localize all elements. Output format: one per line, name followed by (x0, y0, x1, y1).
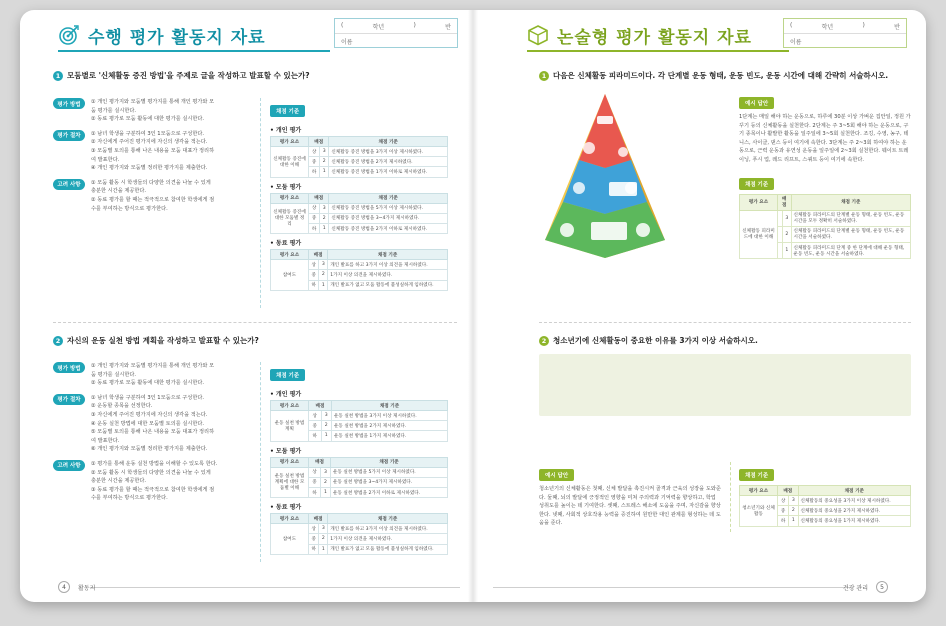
header-cell: 평가 요소 (271, 250, 309, 260)
score-cell: 2 (319, 534, 328, 544)
table-header-row (271, 401, 448, 411)
info-line: ⑥ 개인 평가지와 모둠별 정리한 평가지를 제출한다. (91, 446, 208, 453)
scoring-badge: 채점 기준 (270, 105, 305, 117)
score-cell: 2 (320, 157, 329, 167)
criterion-cell: 개인 발표를 하고 3가지 이상 의견을 제시하였다. (328, 260, 448, 270)
right-page (473, 10, 926, 602)
table-row (271, 260, 448, 270)
score-cell: 1 (320, 167, 329, 177)
info-badge: 평가 절차 (53, 394, 85, 405)
info-line: ② 운동할 종목을 선정한다. (91, 403, 153, 410)
question-1 (53, 70, 453, 81)
evaluation-area: 참여도 (271, 524, 309, 555)
criterion-cell: 운동 실천 방법을 3~4가지 제시하였다. (331, 477, 448, 487)
info-line: ① 개인 평가지와 모둠별 평가지를 통해 개인 평가와 모 (91, 99, 215, 105)
header-cell: 채점 기준 (328, 514, 448, 524)
info-row (53, 362, 249, 388)
info-line: ① 남녀 학생을 구분하여 3인 1모둠으로 구성한다. (91, 130, 204, 137)
activity-pyramid-illustration (539, 90, 671, 260)
info-line: 수를 부여하는 방식으로 평가한다. (91, 205, 168, 212)
score-cell: 1 (320, 223, 329, 233)
info-line: 수를 부여하는 방식으로 평가한다. (91, 495, 168, 502)
evaluation-section-title: • 모둠 평가 (270, 183, 302, 191)
q1-evaluation (270, 98, 448, 291)
score-cell: 3 (319, 260, 328, 270)
info-line: ① 평가를 통해 운동 실천 방법을 이해할 수 있도록 한다. (91, 460, 218, 467)
page-number: 5 (876, 581, 888, 593)
header-cell: 배점 (309, 401, 332, 411)
info-line: ⑤ 모둠별 토의를 통해 나온 내용을 모둠 대표가 정리하 (91, 429, 215, 436)
score-cell: 2 (320, 213, 329, 223)
evaluation-area: 청소년기와 신체활동 (740, 496, 778, 527)
score-cell: 2 (321, 421, 331, 431)
q2-evaluation (270, 362, 448, 555)
target-icon (58, 24, 80, 46)
criterion-cell: 운동 실천 방법을 5가지 이상 제시하였다. (331, 467, 448, 477)
table-row (271, 147, 448, 157)
header-cell: 채점 기준 (329, 193, 448, 203)
criterion-cell: 신체활동 증진 방법을 2가지 제시하였다. (329, 157, 448, 167)
info-line: ② 동료 평가를 할 때는 적극적으로 참여한 학생에게 점 (91, 196, 215, 203)
walker-figure (636, 223, 650, 237)
evaluation-section-title: • 개인 평가 (270, 127, 302, 134)
info-line: 충분한 시간을 제공한다. (91, 188, 147, 195)
table-header-row (271, 137, 448, 147)
section-divider (539, 322, 911, 323)
evaluation-section-title: • 개인 평가 (270, 391, 302, 398)
level-cell: 중 (778, 506, 789, 516)
header-cell: 평가 요소 (271, 137, 309, 147)
level-cell: 하 (309, 280, 319, 290)
header-cell: 평가 요소 (271, 401, 309, 411)
table-header-row (271, 250, 448, 260)
grade-label: 학년 (372, 24, 385, 31)
criterion-cell: 신체활동 증진 방법을 3가지 이상 제시하였다. (329, 147, 448, 157)
criterion-cell: 신체활동 증진 방법을 3~4가지 제시하였다. (329, 213, 448, 223)
header-cell: 평가 요소 (271, 193, 309, 203)
criterion-cell: 신체활동 피라미드의 단계별 운동 형태, 운동 빈도, 운동 시간을 모두 정확히 서술하였다. (791, 210, 910, 226)
criterion-cell: 신체활동 증진 방법을 5가지 이상 제시하였다. (329, 203, 448, 213)
score-cell: 2 (320, 477, 330, 487)
evaluation-area: 신체활동 피라미드에 대한 이해 (740, 210, 778, 259)
criterion-cell: 운동 실천 방법을 1가지 제시하였다. (331, 431, 447, 441)
header-cell: 채점 기준 (331, 401, 447, 411)
level-cell: 하 (309, 167, 320, 177)
level-cell: 하 (778, 516, 789, 526)
example-answer-badge: 예시 답안 (739, 97, 774, 109)
level-cell: 하 (309, 487, 321, 497)
right-footer (843, 581, 888, 593)
page-title: 수행 평가 활동지 자료 (88, 27, 266, 48)
criterion-cell: 신체활동 피라미드의 단계별 운동 형태, 운동 빈도, 운동 시간을 서술하였다. (791, 226, 910, 242)
q1-scoring-table (739, 194, 911, 260)
info-list (91, 179, 214, 213)
info-line: ③ 동료 평가를 할 때는 적극적으로 참여한 학생에게 점 (91, 486, 215, 493)
info-badge: 평가 방법 (53, 362, 85, 373)
table-row (271, 411, 448, 421)
header-cell: 배점 (309, 514, 328, 524)
criterion-cell: 운동 실천 방법을 2가지 제시하였다. (331, 421, 447, 431)
criterion-cell: 신체활동 증진 방법을 1가지 이하로 제시하였다. (329, 167, 448, 177)
level-cell: 중 (309, 421, 322, 431)
info-badge: 평가 방법 (53, 98, 85, 109)
table-header-row (740, 194, 911, 210)
info-row (53, 394, 249, 454)
score-cell: 1 (319, 280, 328, 290)
criterion-cell: 운동 실천 방법을 3가지 이상 제시하였다. (331, 411, 447, 421)
athlete-figure (618, 147, 628, 157)
header-cell: 채점 기준 (328, 250, 448, 260)
table-row (740, 210, 911, 226)
info-line: ② 동료 평가로 모둠 활동에 대한 평가를 실시한다. (91, 116, 205, 123)
level-cell: 중 (309, 477, 321, 487)
scoring-badge: 채점 기준 (270, 369, 305, 381)
page-title: 논술형 평가 활동지 자료 (557, 27, 752, 48)
name-label: 이름 (341, 39, 353, 46)
name-label: 이름 (790, 39, 802, 46)
score-cell: 3 (319, 524, 328, 534)
info-badge: 고려 사항 (53, 179, 85, 190)
info-row (53, 179, 249, 213)
title-underline (527, 50, 789, 52)
info-row (53, 130, 249, 173)
score-cell: 3 (320, 203, 329, 213)
scoring-table (270, 249, 448, 291)
info-line: ② 모둠 활동 시 학생들의 다양한 의견을 나눌 수 있게 (91, 469, 211, 476)
student-info-box[interactable]: ( 학년 ) 반 이름 (783, 18, 907, 48)
info-row (53, 460, 249, 503)
column-divider (260, 362, 261, 562)
header-cell: 배점 (309, 193, 329, 203)
footer-label: 활동지 (78, 584, 96, 592)
question-number: 1 (539, 71, 549, 81)
header-cell: 채점 기준 (798, 486, 910, 496)
level-cell: 상 (778, 496, 789, 506)
q2-example-answer (539, 462, 721, 528)
level-cell: 상 (309, 411, 322, 421)
info-row (53, 98, 249, 124)
q2-evaluation (739, 462, 911, 527)
book-spread (20, 10, 926, 602)
score-cell: 3 (321, 411, 331, 421)
info-line: 둠 평가를 실시한다. (91, 107, 137, 114)
level-label-3 (591, 222, 627, 240)
level-cell: 중 (309, 270, 319, 280)
scoring-table (270, 193, 448, 235)
question-text: 자신의 운동 실천 방법 계획을 작성하고 발표할 수 있는가? (67, 336, 259, 345)
answer-writing-area[interactable] (539, 354, 911, 416)
grade-label: 학년 (821, 24, 834, 31)
level-cell: 중 (309, 157, 320, 167)
example-answer-text: 청소년기의 신체활동은 첫째, 신체 발달을 촉진시켜 골격과 근육의 성장을 도와준다. 둘째, 뇌의 발달에 긍정적인 영향을 미쳐 주의력과 기억력을 향상하고, 학업 성취도를 높이는 데 기여한다. 셋째, 스트레스 해소에 도움을 주며, 자신감을 향상한다. 넷째, 사회적 상호작용 능력을 증진하여 원만한 대인 관계를 형성하는 데 도움을 준다. (539, 486, 721, 527)
info-list (91, 130, 214, 173)
score-cell: 3 (320, 467, 330, 477)
info-list (91, 460, 217, 503)
info-line: ② 자신에게 주어진 평가지에 자신의 생각을 적는다. (91, 139, 208, 146)
box-icon (527, 24, 549, 46)
question-1 (539, 70, 919, 81)
header-cell: 배점 (778, 486, 799, 496)
footer-rule (493, 587, 853, 588)
book-gutter (468, 10, 478, 602)
table-row (271, 467, 448, 477)
footer-label: 건강 관리 (842, 584, 868, 592)
level-cell: 상 (309, 260, 319, 270)
scoring-table (270, 513, 448, 555)
header-cell: 채점 기준 (791, 194, 910, 210)
table-header-row (271, 193, 448, 203)
runner-figure (583, 142, 595, 154)
evaluation-section-title: • 동료 평가 (270, 504, 302, 512)
level-cell: 하 (309, 223, 320, 233)
level-label-1 (597, 116, 613, 124)
example-answer-text: 1단계는 매일 해야 하는 운동으로, 하루에 30분 이상 가벼운 집안일, 정원 가꾸기 등의 신체활동을 실천한다. 2단계는 주 3~5회 해야 하는 운동으로, 구기 종목이나 활발한 활동을 일주일에 3~5회 실천한다. 조깅, 수영, 농구, 테니스, 사이클, 댄스 등이 여기에 속한다. 3단계는 주 2~3회 하여야 하는 운동으로, 근력 운동과 유연성 운동을 일주일에 2~3회 실천한다. 웨이트 트레이닝, 푸시 업, 레드 리프트, 스쿼트 등이 여기에 속한다. (739, 114, 911, 163)
info-line: ① 개인 평가지와 모둠별 평가지를 통해 개인 평가와 모 (91, 363, 215, 369)
info-list (91, 394, 214, 454)
class-label: 반 (894, 24, 900, 31)
level-label-2 (609, 182, 637, 196)
question-text: 모둠별로 '신체활동 증진 방법'을 주제로 글을 작성하고 발표할 수 있는가? (67, 71, 310, 80)
evaluation-area: 신체활동 증진에 대한 이해 (271, 147, 309, 178)
q1-info-block (53, 98, 249, 219)
score-cell: 2 (783, 226, 791, 242)
score-cell: 3 (320, 147, 329, 157)
level-cell: 하 (309, 544, 319, 554)
title-underline (58, 50, 330, 52)
criterion-cell: 1가지 이상 의견을 제시하였다. (328, 270, 448, 280)
question-text: 다음은 신체활동 피라미드이다. 각 단계별 운동 형태, 운동 빈도, 운동 시간에 대해 간략히 서술하시오. (553, 71, 889, 80)
evaluation-area: 운동 실천 방법 계획에 대한 모둠별 이해 (271, 467, 309, 498)
scoring-badge: 채점 기준 (739, 178, 774, 190)
score-cell: 1 (319, 544, 328, 554)
question-number: 2 (539, 336, 549, 346)
level-cell: 상 (309, 467, 321, 477)
criterion-cell: 개인 발표가 없고 모둠 활동에 불성실하게 임하였다. (328, 544, 448, 554)
q1-example-answer (739, 90, 911, 259)
scoring-table (270, 400, 448, 442)
info-list (91, 362, 214, 388)
q2-info-block (53, 362, 249, 509)
soccer-ball (573, 182, 585, 194)
cyclist-figure (560, 223, 574, 237)
header-cell: 배점 (309, 250, 328, 260)
level-cell: 중 (309, 534, 319, 544)
score-cell: 1 (321, 431, 331, 441)
criterion-cell: 신체활동의 중요성을 1가지 제시하였다. (798, 516, 910, 526)
scoring-table (270, 136, 448, 178)
question-number: 2 (53, 336, 63, 346)
info-line: ① 모둠 활동 시 학생들의 다양한 의견을 나눌 수 있게 (91, 179, 211, 186)
header-cell: 채점 기준 (329, 137, 448, 147)
info-list (91, 98, 214, 124)
column-divider (730, 462, 731, 532)
level-cell: 상 (309, 524, 319, 534)
header-cell: 평가 요소 (740, 194, 778, 210)
info-line: 충분한 시간을 제공한다. (91, 478, 147, 485)
level-cell: 하 (309, 431, 322, 441)
footer-rule (90, 587, 460, 588)
score-cell: 1 (783, 242, 791, 258)
criterion-cell: 개인 발표를 하고 3가지 이상 의견을 제시하였다. (328, 524, 448, 534)
student-info-box[interactable]: ( 학년 ) 반 이름 (334, 18, 458, 48)
score-cell: 3 (783, 210, 791, 226)
header-cell: 배점 (309, 137, 329, 147)
table-row (271, 203, 448, 213)
right-header (527, 18, 907, 52)
table-row (271, 524, 448, 534)
info-line: ④ 운동 실천 방법에 대한 모둠별 토의를 실시한다. (91, 420, 205, 427)
criterion-cell: 운동 실천 방법을 2가지 이하로 제시하였다. (331, 487, 448, 497)
evaluation-area: 운동 실천 방법 계획 (271, 411, 309, 442)
header-cell: 배점 (309, 457, 331, 467)
page-number: 4 (58, 581, 70, 593)
evaluation-area: 참여도 (271, 260, 309, 291)
level-cell: 중 (309, 213, 320, 223)
column-divider (260, 98, 261, 308)
info-line: 여 발표한다. (91, 156, 120, 163)
left-footer (58, 581, 95, 593)
scoring-table (270, 457, 448, 499)
criterion-cell: 신체활동 피라미드의 단계 중 한 단계에 대해 운동 형태, 운동 빈도, 운동 시간을 서술하였다. (791, 242, 910, 258)
level-cell: 상 (309, 203, 320, 213)
question-2 (53, 335, 453, 346)
criterion-cell: 신체활동의 중요성을 3가지 이상 제시하였다. (798, 496, 910, 506)
score-cell: 3 (789, 496, 798, 506)
info-badge: 고려 사항 (53, 460, 85, 471)
score-cell: 1 (789, 516, 798, 526)
table-header-row (271, 514, 448, 524)
header-cell: 채점 기준 (331, 457, 448, 467)
info-line: ④ 개인 평가지와 모둠별 정리한 평가지를 제출한다. (91, 165, 208, 172)
header-cell: 평가 요소 (271, 514, 309, 524)
table-header-row (740, 486, 911, 496)
criterion-cell: 1가지 이상 의견을 제시하였다. (328, 534, 448, 544)
left-page (20, 10, 473, 602)
q2-scoring-table (739, 485, 911, 527)
header-cell: 배점 (778, 194, 792, 210)
example-answer-badge: 예시 답안 (539, 469, 574, 481)
left-header (58, 18, 458, 52)
info-line: ① 남녀 학생을 구분하여 3인 1모둠으로 구성한다. (91, 394, 204, 401)
evaluation-section-title: • 동료 평가 (270, 240, 302, 248)
info-badge: 평가 절차 (53, 130, 85, 141)
table-row (740, 496, 911, 506)
info-line: ③ 자신에게 주어진 평가지에 자신의 생각을 적는다. (91, 411, 208, 418)
criterion-cell: 개인 발표가 없고 모둠 활동에 불성실하게 임하였다. (328, 280, 448, 290)
criterion-cell: 신체활동의 중요성을 2가지 제시하였다. (798, 506, 910, 516)
header-cell: 평가 요소 (740, 486, 778, 496)
question-2 (539, 335, 919, 346)
question-text: 청소년기에 신체활동이 중요한 이유를 3가지 이상 서술하시오. (553, 336, 758, 345)
table-header-row (271, 457, 448, 467)
class-label: 반 (445, 24, 451, 31)
scoring-badge: 채점 기준 (739, 469, 774, 481)
section-divider (53, 322, 457, 323)
score-cell: 1 (320, 487, 330, 497)
evaluation-area: 신체활동 증진에 대한 모둠별 정리 (271, 203, 309, 234)
info-line: 여 발표한다. (91, 437, 120, 444)
score-cell: 2 (789, 506, 798, 516)
question-number: 1 (53, 71, 63, 81)
score-cell: 2 (319, 270, 328, 280)
criterion-cell: 신체활동 증진 방법을 2가지 이하로 제시하였다. (329, 223, 448, 233)
info-line: ③ 모둠별 토의를 통해 나온 내용을 모둠 대표가 정리하 (91, 147, 215, 154)
level-cell: 상 (309, 147, 320, 157)
evaluation-section-title: • 모둠 평가 (270, 447, 302, 455)
header-cell: 평가 요소 (271, 457, 309, 467)
info-line: 둠 평가를 실시한다. (91, 371, 137, 378)
info-line: ② 동료 평가로 모둠 활동에 대한 평가를 실시한다. (91, 380, 205, 387)
